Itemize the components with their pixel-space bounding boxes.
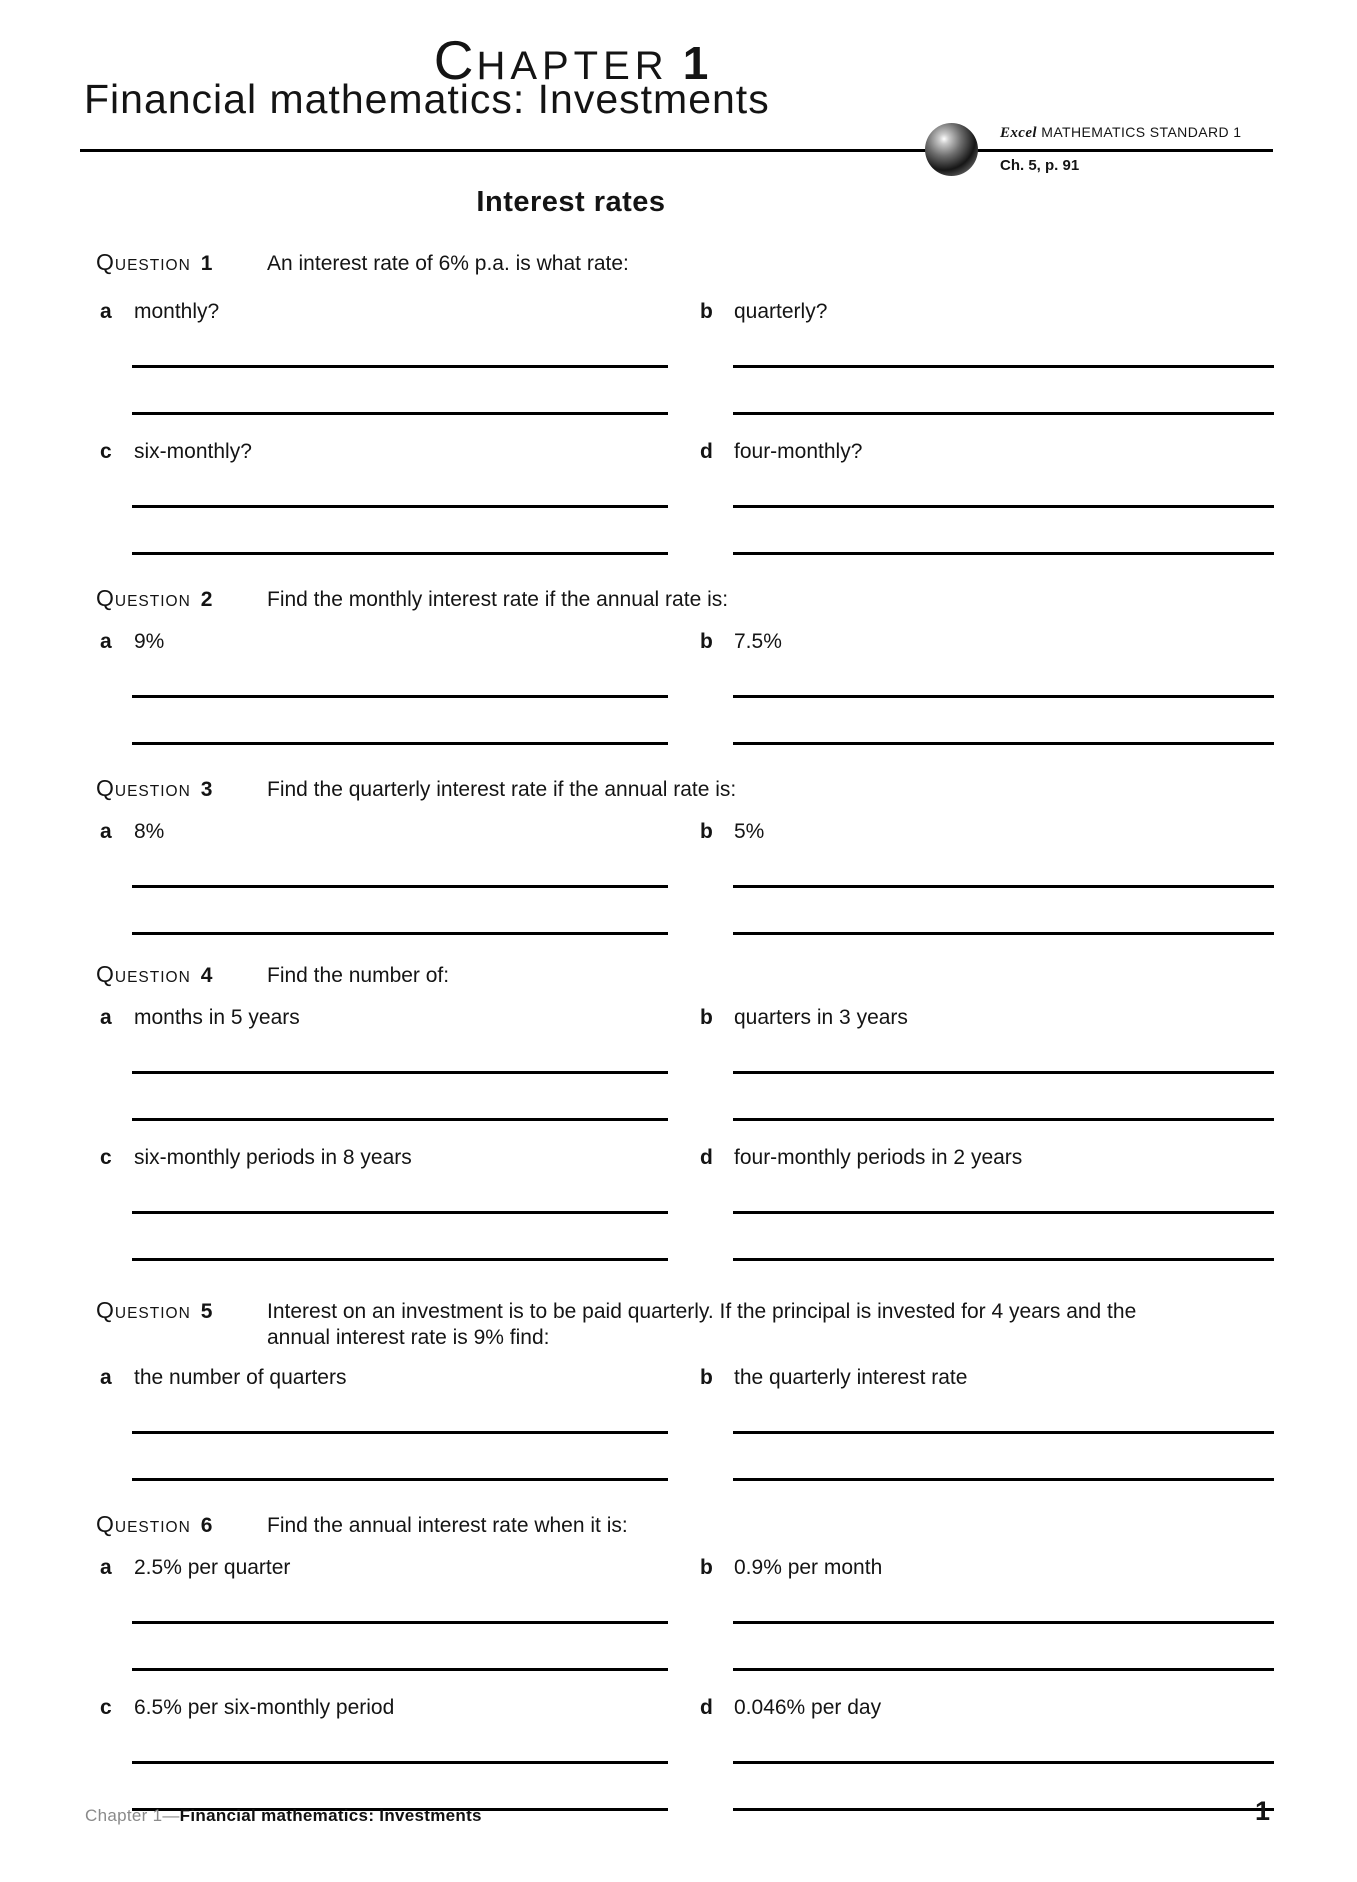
answer-line: [733, 365, 1274, 368]
part-text: quarterly?: [734, 300, 828, 323]
answer-line: [733, 695, 1274, 698]
footer-chapter-name: Financial mathematics: Investments: [179, 1806, 482, 1825]
question-head: [96, 249, 1274, 279]
part-letter: a: [100, 1366, 112, 1389]
answer-line: [132, 695, 668, 698]
question-text: [267, 251, 629, 277]
question-text-line1: Find the monthly interest rate if the annual rate is:: [267, 588, 729, 611]
question-label: [96, 1511, 267, 1541]
part-text: 2.5% per quarter: [134, 1556, 291, 1579]
page-number: 1: [1255, 1796, 1271, 1826]
part-b: [700, 819, 1274, 845]
sphere-logo-icon: [925, 123, 978, 176]
question-head: [96, 1511, 1274, 1541]
question-label-initial: Q: [96, 1297, 115, 1323]
answer-line: [132, 1431, 668, 1434]
part-b: [700, 1005, 1274, 1031]
question-4: [96, 961, 1274, 1261]
chapter-number: 1: [682, 37, 709, 89]
part-a: [96, 629, 700, 655]
answer-line: [733, 932, 1274, 935]
question-number: 3: [200, 778, 213, 801]
answer-lines-row: [96, 412, 1274, 415]
part-c: [96, 439, 700, 465]
answer-lines-row: [96, 932, 1274, 935]
part-text: quarters in 3 years: [734, 1006, 908, 1029]
parts-row: [96, 439, 1274, 465]
question-label: [96, 585, 267, 615]
answer-line: [132, 1118, 668, 1121]
question-label-rest: UESTION: [114, 1305, 191, 1322]
question-text: [267, 1513, 628, 1539]
answer-line: [733, 1808, 1274, 1811]
part-b: [700, 1365, 1274, 1391]
answer-line: [132, 742, 668, 745]
question-text-line1: Find the number of:: [267, 964, 450, 987]
part-b: [700, 629, 1274, 655]
answer-lines-row: [96, 1431, 1274, 1434]
answer-lines-row: [96, 695, 1274, 698]
answer-line: [733, 1258, 1274, 1261]
part-letter: b: [700, 300, 713, 323]
part-letter: b: [700, 820, 713, 843]
part-d: [700, 1145, 1274, 1171]
part-text: 0.9% per month: [734, 1556, 883, 1579]
part-letter: c: [100, 1146, 112, 1169]
part-text: 6.5% per six-monthly period: [134, 1696, 395, 1719]
part-letter: a: [100, 300, 112, 323]
question-head: [96, 775, 1274, 805]
answer-line: [132, 1211, 668, 1214]
part-a: [96, 1365, 700, 1391]
parts-row: [96, 629, 1274, 655]
question-head: [96, 585, 1274, 615]
part-letter: a: [100, 1006, 112, 1029]
question-label-initial: Q: [96, 961, 115, 987]
part-c: [96, 1695, 700, 1721]
answer-lines-row: [96, 365, 1274, 368]
question-1: [96, 249, 1274, 555]
part-text: months in 5 years: [134, 1006, 300, 1029]
page-title: Financial mathematics: Investments: [84, 76, 770, 122]
answer-line: [132, 1478, 668, 1481]
parts-row: [96, 1555, 1274, 1581]
parts-row: [96, 819, 1274, 845]
part-letter: a: [100, 630, 112, 653]
chapter-word-initial: C: [433, 29, 477, 91]
question-label-rest: UESTION: [114, 969, 191, 986]
answer-line: [132, 1668, 668, 1671]
answer-line: [733, 742, 1274, 745]
answer-lines-row: [96, 1621, 1274, 1624]
question-text: [267, 963, 449, 989]
question-text: [267, 777, 736, 803]
question-text-line2: annual interest rate is 9% find:: [267, 1326, 550, 1349]
question-label: [96, 249, 267, 279]
part-text: 9%: [134, 630, 165, 653]
answer-line: [733, 505, 1274, 508]
answer-lines-row: [96, 552, 1274, 555]
answer-line: [132, 1071, 668, 1074]
part-b: [700, 299, 1274, 325]
answer-lines-row: [96, 1118, 1274, 1121]
question-text-line1: Interest on an investment is to be paid quarterly. If the principal is invested for 4 years and the: [267, 1300, 1137, 1323]
parts-row: [96, 1145, 1274, 1171]
part-letter: d: [700, 440, 713, 463]
part-letter: d: [700, 1146, 713, 1169]
part-text: 0.046% per day: [734, 1696, 882, 1719]
answer-line: [733, 1211, 1274, 1214]
question-text: [267, 587, 728, 613]
answer-lines-row: [96, 885, 1274, 888]
question-label-initial: Q: [96, 1511, 115, 1537]
answer-line: [733, 1761, 1274, 1764]
part-letter: b: [700, 1366, 713, 1389]
answer-lines-row: [96, 742, 1274, 745]
answer-line: [733, 412, 1274, 415]
answer-lines-row: [96, 505, 1274, 508]
footer-chapter-label: Chapter 1—: [85, 1806, 180, 1825]
question-text-line1: Find the quarterly interest rate if the annual rate is:: [267, 778, 737, 801]
part-a: [96, 1005, 700, 1031]
part-text: monthly?: [134, 300, 220, 323]
worksheet-title: Interest rates: [476, 186, 666, 218]
question-5: [96, 1297, 1274, 1481]
part-d: [700, 1695, 1274, 1721]
answer-line: [733, 1118, 1274, 1121]
answer-lines-row: [96, 1211, 1274, 1214]
series-badge: [1000, 124, 1241, 142]
answer-line: [132, 885, 668, 888]
part-a: [96, 1555, 700, 1581]
answer-line: [733, 1071, 1274, 1074]
part-text: four-monthly?: [734, 440, 863, 463]
question-label-initial: Q: [96, 585, 115, 611]
question-label-initial: Q: [96, 249, 115, 275]
answer-line: [132, 1258, 668, 1261]
answer-line: [132, 1621, 668, 1624]
part-letter: a: [100, 820, 112, 843]
part-c: [96, 1145, 700, 1171]
question-label-initial: Q: [96, 775, 115, 801]
page-header: [0, 0, 1357, 240]
parts-row: [96, 1695, 1274, 1721]
answer-lines-row: [96, 1761, 1274, 1764]
part-letter: b: [700, 1556, 713, 1579]
questions-section: [0, 249, 1357, 1811]
part-letter: c: [100, 440, 112, 463]
question-label: [96, 961, 267, 991]
answer-lines-row: [96, 1258, 1274, 1261]
part-letter: d: [700, 1696, 713, 1719]
answer-lines-row: [96, 1071, 1274, 1074]
answer-line: [132, 365, 668, 368]
question-2: [96, 585, 1274, 745]
answer-line: [733, 1668, 1274, 1671]
answer-line: [733, 1431, 1274, 1434]
part-text: six-monthly?: [134, 440, 252, 463]
answer-line: [132, 1761, 668, 1764]
part-a: [96, 819, 700, 845]
question-label: [96, 1297, 267, 1327]
part-d: [700, 439, 1274, 465]
question-label-rest: UESTION: [114, 257, 191, 274]
chapter-reference: Ch. 5, p. 91: [1000, 157, 1080, 174]
answer-line: [733, 1621, 1274, 1624]
answer-lines-row: [96, 1478, 1274, 1481]
question-3: [96, 775, 1274, 935]
part-b: [700, 1555, 1274, 1581]
parts-row: [96, 1005, 1274, 1031]
answer-line: [132, 505, 668, 508]
question-head: [96, 961, 1274, 991]
part-a: [96, 299, 700, 325]
series-badge-brand: Excel: [1000, 125, 1037, 141]
header-rule: [80, 149, 1273, 152]
question-label-rest: UESTION: [114, 1519, 191, 1536]
answer-line: [733, 1478, 1274, 1481]
answer-line: [132, 412, 668, 415]
part-text: the number of quarters: [134, 1366, 347, 1389]
part-letter: c: [100, 1696, 112, 1719]
answer-line: [132, 932, 668, 935]
parts-row: [96, 1365, 1274, 1391]
part-letter: a: [100, 1556, 112, 1579]
question-head: [96, 1297, 1274, 1351]
answer-line: [132, 552, 668, 555]
question-text: [267, 1299, 1136, 1351]
question-number: 4: [200, 964, 213, 987]
question-label-rest: UESTION: [114, 593, 191, 610]
part-text: six-monthly periods in 8 years: [134, 1146, 412, 1169]
part-text: 8%: [134, 820, 165, 843]
part-text: the quarterly interest rate: [734, 1366, 968, 1389]
question-label: [96, 775, 267, 805]
answer-lines-row: [96, 1668, 1274, 1671]
part-text: 7.5%: [734, 630, 782, 653]
chapter-word-rest: HAPTER: [476, 44, 669, 88]
question-number: 2: [200, 588, 213, 611]
question-label-rest: UESTION: [114, 783, 191, 800]
question-number: 5: [200, 1300, 213, 1323]
question-number: 1: [200, 252, 213, 275]
question-number: 6: [200, 1514, 213, 1537]
footer-chapter-title: [85, 1806, 482, 1826]
question-text-line1: Find the annual interest rate when it is:: [267, 1514, 628, 1537]
part-letter: b: [700, 1006, 713, 1029]
question-6: [96, 1511, 1274, 1811]
part-text: 5%: [734, 820, 765, 843]
series-badge-text: MATHEMATICS STANDARD 1: [1037, 124, 1242, 140]
part-letter: b: [700, 630, 713, 653]
parts-row: [96, 299, 1274, 325]
answer-line: [733, 885, 1274, 888]
part-text: four-monthly periods in 2 years: [734, 1146, 1023, 1169]
answer-line: [733, 552, 1274, 555]
question-text-line1: An interest rate of 6% p.a. is what rate:: [267, 252, 629, 275]
